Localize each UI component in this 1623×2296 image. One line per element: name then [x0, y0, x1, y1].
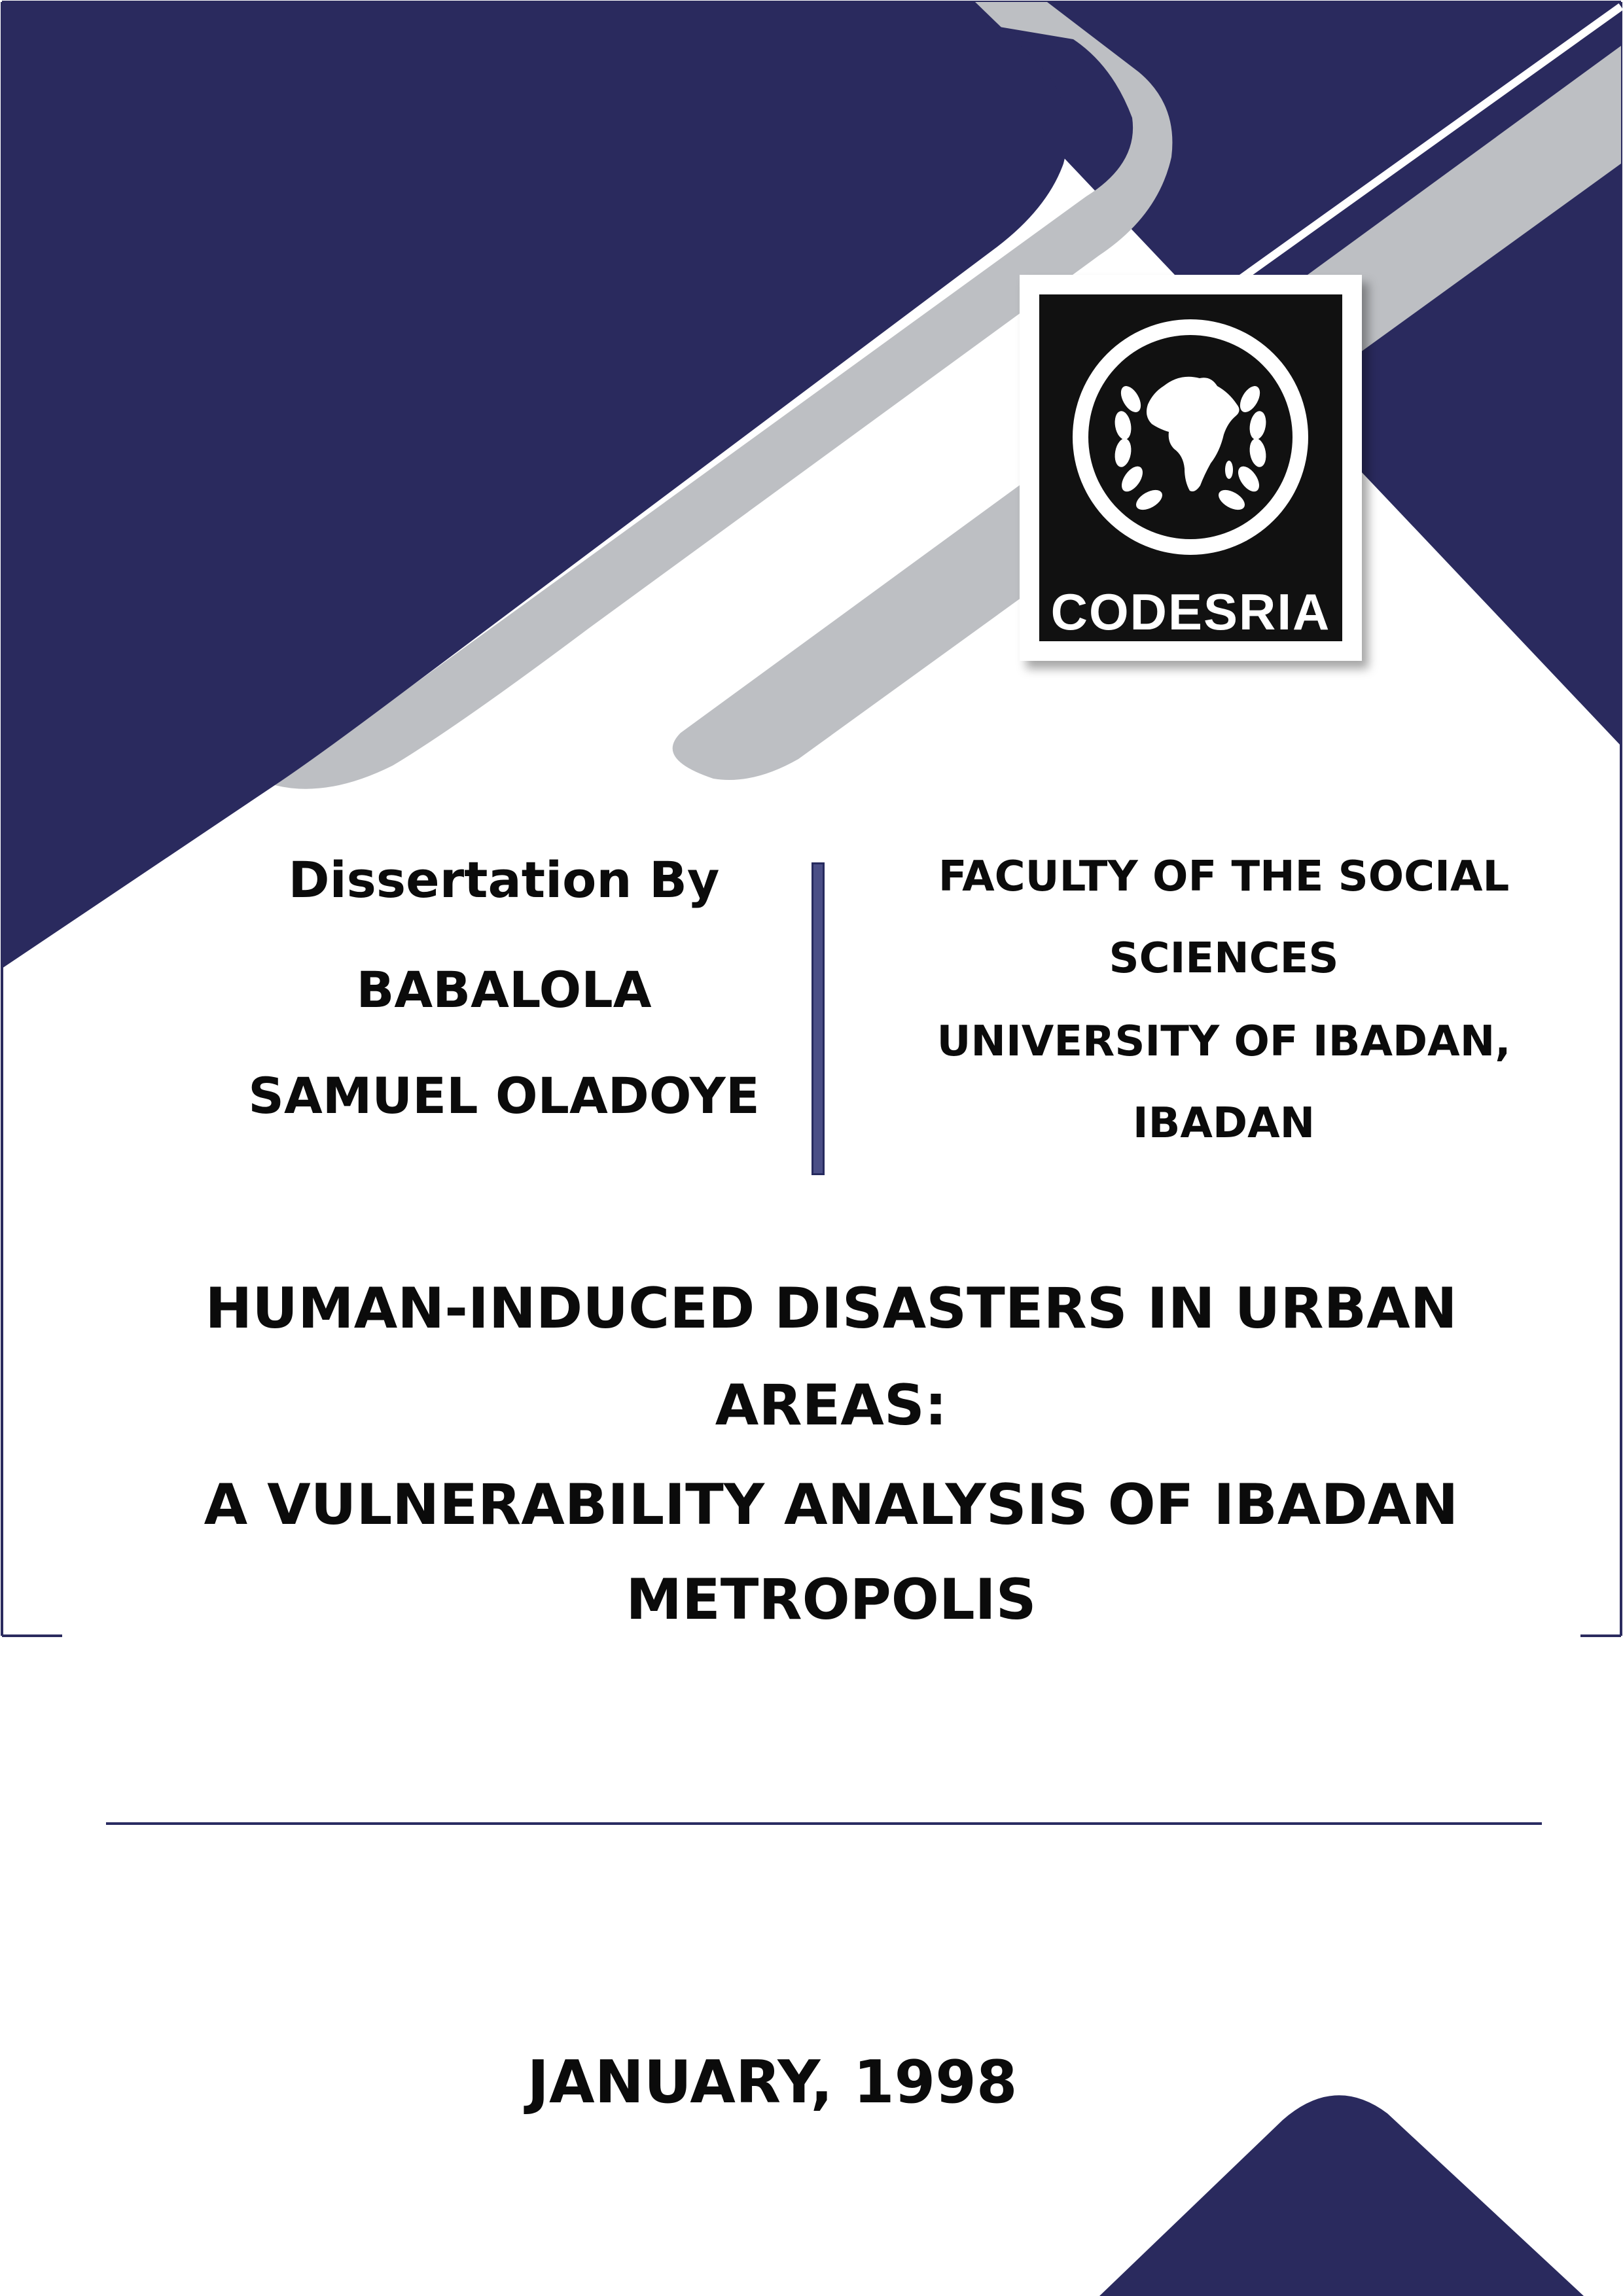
institution-line-4: IBADAN [1132, 1099, 1315, 1148]
author-name-line-1: BABALOLA [356, 961, 652, 1019]
publication-date: JANUARY, 1998 [527, 2048, 1018, 2117]
institution-line-1: FACULTY OF THE SOCIAL [938, 853, 1510, 901]
codesria-logo [1020, 275, 1362, 661]
horizontal-rule [106, 1822, 1542, 1825]
institution-line-2: SCIENCES [1109, 934, 1339, 983]
codesria-logo-panel [1039, 294, 1342, 641]
codesria-logo-text: CODESRIA [1050, 583, 1331, 641]
author-label: Dissertation By [288, 851, 720, 909]
navy-diagonal-shape [2, 2, 1068, 968]
vertical-divider [812, 862, 825, 1175]
title-line-3: A VULNERABILITY ANALYSIS OF IBADAN [204, 1472, 1459, 1538]
africa-laurel-emblem-icon [1039, 294, 1342, 576]
title-line-4: METROPOLIS [626, 1567, 1037, 1633]
institution-line-3: UNIVERSITY OF IBADAN, [936, 1017, 1511, 1066]
title-line-2: AREAS: [715, 1373, 948, 1438]
title-line-1: HUMAN-INDUCED DISASTERS IN URBAN [205, 1276, 1457, 1341]
navy-bottom-triangle [1099, 2095, 1584, 2296]
author-name-line-2: SAMUEL OLADOYE [248, 1067, 760, 1125]
